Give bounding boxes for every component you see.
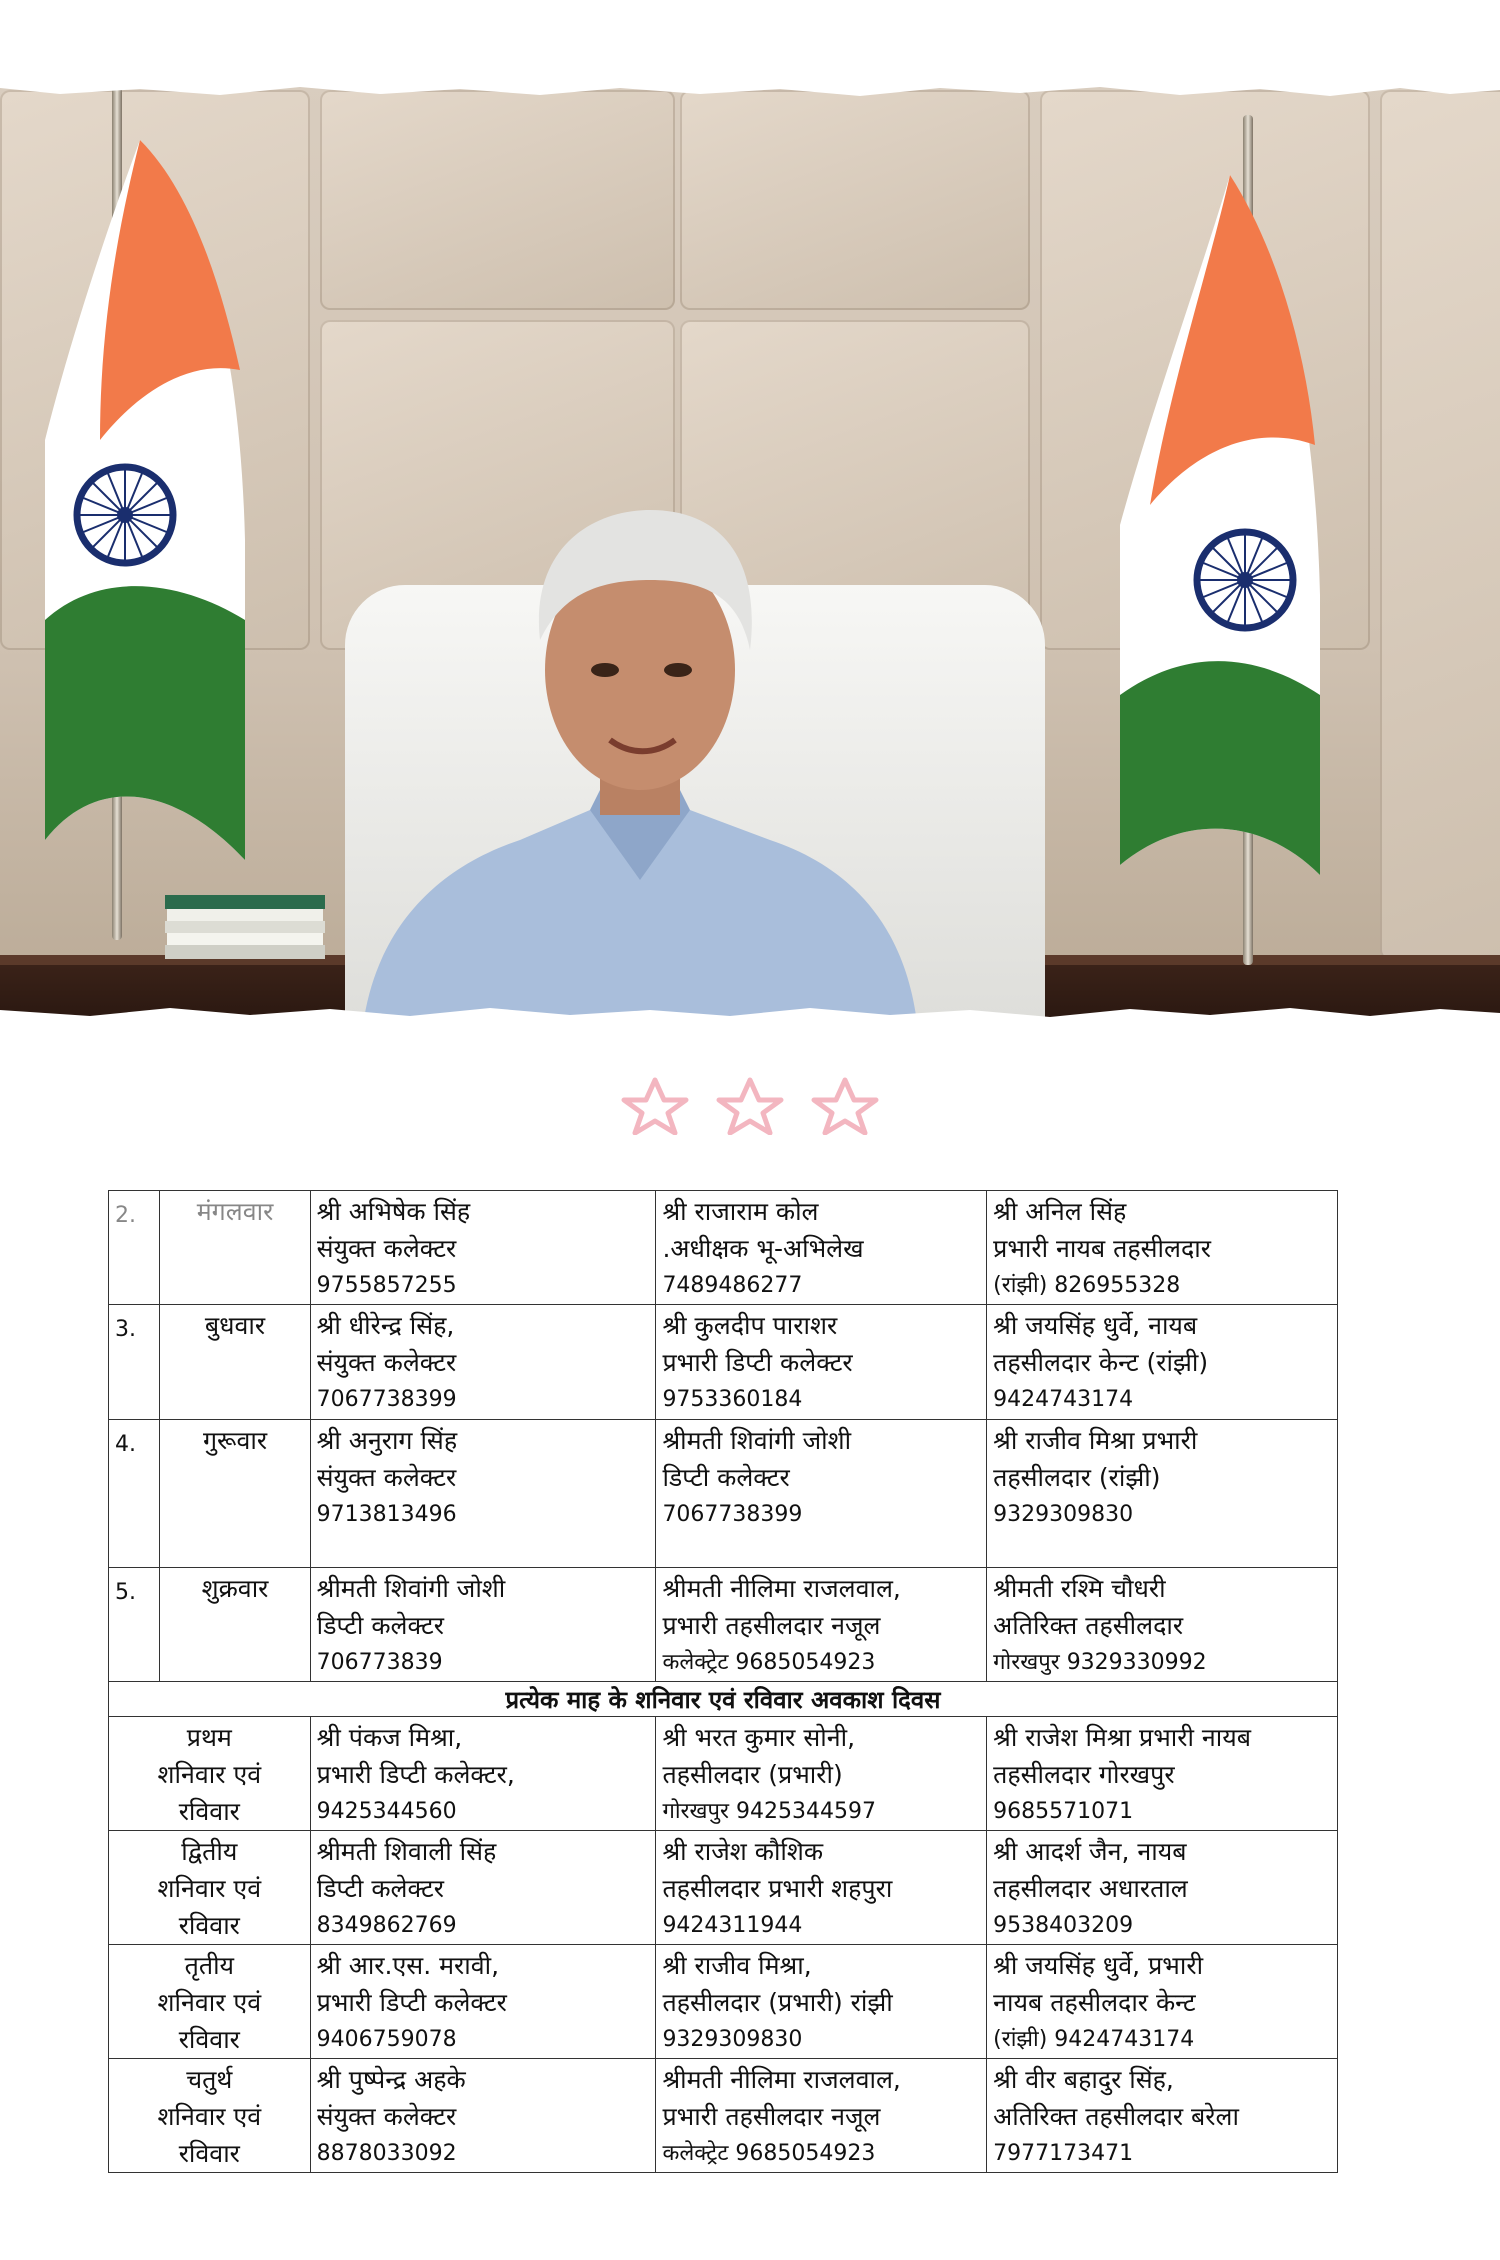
officer-cell: श्री राजाराम कोल .अधीक्षक भू-अभिलेख 7489486277 xyxy=(656,1191,987,1305)
officer-cell: श्री राजेश मिश्रा प्रभारी नायब तहसीलदार गोरखपुर 9685571071 xyxy=(987,1717,1338,1831)
officer-cell: श्री अनुराग सिंह संयुक्त कलेक्टर 9713813496 xyxy=(310,1420,656,1568)
indian-flag-right-icon xyxy=(1110,175,1325,875)
official-photo xyxy=(0,80,1500,1025)
green-band xyxy=(1120,661,1320,875)
table-row xyxy=(109,1945,1338,2059)
officer-cell: श्रीमती रश्मि चौधरी अतिरिक्त तहसीलदार गोरखपुर 9329330992 xyxy=(987,1568,1338,1682)
star-icon xyxy=(624,1080,686,1133)
wall-panel xyxy=(320,90,675,310)
officer-cell: श्री अनिल सिंह प्रभारी नायब तहसीलदार (रांझी) 826955328 xyxy=(987,1191,1338,1305)
officer-cell: श्री पंकज मिश्रा, प्रभारी डिप्टी कलेक्टर, 9425344560 xyxy=(310,1717,656,1831)
officer-cell: श्री आर.एस. मरावी, प्रभारी डिप्टी कलेक्टर 9406759078 xyxy=(310,1945,656,2059)
row-day: बुधवार xyxy=(160,1305,310,1420)
holiday-heading: प्रत्येक माह के शनिवार एवं रविवार अवकाश दिवस xyxy=(109,1682,1338,1717)
row-day: शुक्रवार xyxy=(160,1568,310,1682)
duty-roster-table xyxy=(108,1190,1338,2173)
green-band xyxy=(45,586,245,860)
indian-flag-left-icon xyxy=(40,140,250,860)
star-icon xyxy=(814,1080,876,1133)
duty-roster-document xyxy=(108,1190,1338,2250)
officer-cell: श्री आदर्श जैन, नायब तहसीलदार अधारताल 9538403209 xyxy=(987,1831,1338,1945)
officer-cell: श्री भरत कुमार सोनी, तहसीलदार (प्रभारी) गोरखपुर 9425344597 xyxy=(656,1717,987,1831)
official-portrait-icon xyxy=(320,510,960,1025)
decorative-stars xyxy=(620,1075,880,1135)
torn-edge-top xyxy=(0,80,1500,102)
table-row xyxy=(109,1717,1338,1831)
table-row xyxy=(109,1305,1338,1420)
officer-cell: श्री राजीव मिश्रा, तहसीलदार (प्रभारी) रांझी 9329309830 xyxy=(656,1945,987,2059)
officer-cell: श्री जयसिंह धुर्वे, प्रभारी नायब तहसीलदार केन्ट (रांझी) 9424743174 xyxy=(987,1945,1338,2059)
row-day: द्वितीय शनिवार एवं रविवार xyxy=(109,1831,311,1945)
torn-edge-bottom xyxy=(0,1003,1500,1025)
table-row xyxy=(109,1831,1338,1945)
wall-panel xyxy=(1380,90,1500,960)
officer-cell: श्रीमती नीलिमा राजलवाल, प्रभारी तहसीलदार नजूल कलेक्ट्रेट 9685054923 xyxy=(656,1568,987,1682)
row-number: 2. xyxy=(109,1191,160,1305)
row-day: चतुर्थ शनिवार एवं रविवार xyxy=(109,2059,311,2173)
officer-cell: श्रीमती शिवांगी जोशी डिप्टी कलेक्टर 706773839 xyxy=(310,1568,656,1682)
officer-cell: श्रीमती शिवाली सिंह डिप्टी कलेक्टर 8349862769 xyxy=(310,1831,656,1945)
table-row xyxy=(109,1568,1338,1682)
star-icon xyxy=(719,1080,781,1133)
row-day: गुरूवार xyxy=(160,1420,310,1568)
wall-panel xyxy=(680,90,1030,310)
row-day: तृतीय शनिवार एवं रविवार xyxy=(109,1945,311,2059)
officer-cell: श्री पुष्पेन्द्र अहके संयुक्त कलेक्टर 8878033092 xyxy=(310,2059,656,2173)
table-row xyxy=(109,1191,1338,1305)
row-number: 3. xyxy=(109,1305,160,1420)
officer-cell: श्री अभिषेक सिंह संयुक्त कलेक्टर 9755857255 xyxy=(310,1191,656,1305)
officer-cell: श्रीमती शिवांगी जोशी डिप्टी कलेक्टर 7067738399 xyxy=(656,1420,987,1568)
officer-cell: श्री जयसिंह धुर्वे, नायब तहसीलदार केन्ट (रांझी) 9424743174 xyxy=(987,1305,1338,1420)
books-stack-icon xyxy=(165,890,325,960)
table-row xyxy=(109,1682,1338,1717)
row-number: 5. xyxy=(109,1568,160,1682)
officer-cell: श्री राजीव मिश्रा प्रभारी तहसीलदार (रांझी) 9329309830 xyxy=(987,1420,1338,1568)
row-number: 4. xyxy=(109,1420,160,1568)
officer-cell: श्री वीर बहादुर सिंह, अतिरिक्त तहसीलदार बरेला 7977173471 xyxy=(987,2059,1338,2173)
officer-cell: श्री धीरेन्द्र सिंह, संयुक्त कलेक्टर 7067738399 xyxy=(310,1305,656,1420)
officer-cell: श्री कुलदीप पाराशर प्रभारी डिप्टी कलेक्टर 9753360184 xyxy=(656,1305,987,1420)
table-row xyxy=(109,2059,1338,2173)
officer-cell: श्री राजेश कौशिक तहसीलदार प्रभारी शहपुरा 9424311944 xyxy=(656,1831,987,1945)
officer-cell: श्रीमती नीलिमा राजलवाल, प्रभारी तहसीलदार नजूल कलेक्ट्रेट 9685054923 xyxy=(656,2059,987,2173)
row-day: प्रथम शनिवार एवं रविवार xyxy=(109,1717,311,1831)
row-day: मंगलवार xyxy=(160,1191,310,1305)
table-row xyxy=(109,1420,1338,1568)
